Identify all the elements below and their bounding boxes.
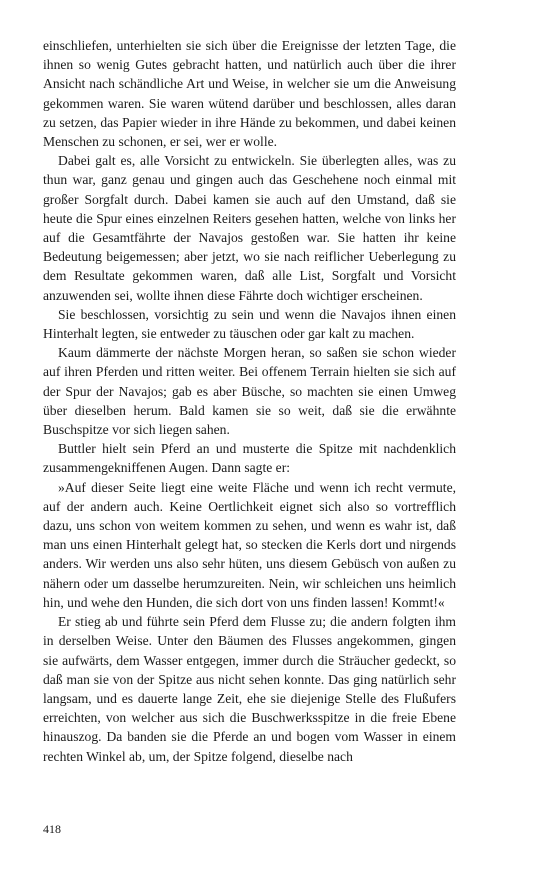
paragraph: Sie beschlossen, vorsichtig zu sein und wenn die Navajos ihnen einen Hinterhalt legten, sie entweder zu täuschen oder gar kalt zu machen. (43, 306, 456, 342)
paragraph: Kaum dämmerte der nächste Morgen heran, so saßen sie schon wieder auf ihren Pferden und ritten weiter. Bei offenem Terrain hielten sie sich auf der Spur der Navajos; gab es aber Büsche, so machten sie einen Umweg über dieselben herum. Bald kamen sie so weit, daß sie die erwähnte Buschspitze vor sich liegen sahen. (43, 345, 456, 438)
paragraph-continued: einschliefen, unterhielten sie sich über die Ereignisse der letzten Tage, die ihnen so wenig Gutes gebracht hatten, und natürlich auch über die ihrer Ansicht nach schändliche Art und Weise, in welcher sie um die Anweisung gekommen waren. Sie waren wütend darüber und beschlossen, alles daran zu setzen, das Papier wieder in ihre Hände zu bekommen, und dabei keinen Menschen zu schonen, er sei, wer er wolle. (43, 38, 456, 150)
paragraph: Er stieg ab und führte sein Pferd dem Flusse zu; die andern folgten ihm in derselben Weise. Unter den Bäumen des Flusses angekommen, gingen sie aufwärts, dem Wasser entgegen, immer durch die Sträucher gedeckt, so daß man sie von der Spitze aus nicht sehen konnte. Das ging natürlich sehr langsam, und es dauerte lange Zeit, ehe sie diejenige Stelle des Flußufers erreichten, von welcher aus sich die Buschwerksspitze in die freie Ebene hinauszog. Da banden sie die Pferde an und bogen vom Wasser in einem rechten Winkel ab, um, der Spitze folgend, dieselbe nach (43, 614, 456, 764)
paragraph: Buttler hielt sein Pferd an und musterte die Spitze mit nachdenklich zusammengekniffenen Augen. Dann sagte er: (43, 441, 456, 476)
paragraph-quote: »Auf dieser Seite liegt eine weite Fläche und wenn ich recht vermute, auf der andern auch. Keine Oertlichkeit eignet sich also so vortrefflich dazu, uns schon von weitem kommen zu sehen, und wenn es wahr ist, daß man uns einen Hinterhalt gelegt hat, so stecken die Kerls dort und nirgends anders. Wir werden uns also sehr hüten, uns diesem Gebüsch von außen zu nähern oder um dasselbe herumzureiten. Nein, wir schleichen uns heimlich hin, und wehe den Hunden, die sich dort von uns finden lassen! Kommt!« (43, 479, 456, 610)
page-number: 418 (43, 822, 61, 836)
book-page-text (43, 36, 456, 766)
paragraph: Dabei galt es, alle Vorsicht zu entwickeln. Sie überlegten alles, was zu thun war, ganz genau und gingen auch das Geschehene noch einmal mit großer Sorgfalt durch. Dabei kamen sie auch auf den Umstand, daß sie heute die Spur eines einzelnen Reiters gesehen hatten, welche von links her auf die Gesamtfährte der Navajos gestoßen war. Sie hatten ihr keine Bedeutung beigemessen; aber jetzt, wo sie nach reiflicher Ueberlegung zu dem Resultate gekommen waren, daß alle List, Sorgfalt und Vorsicht anzuwenden sei, wollte ihnen diese Fährte doch wichtiger erscheinen. (43, 153, 456, 303)
